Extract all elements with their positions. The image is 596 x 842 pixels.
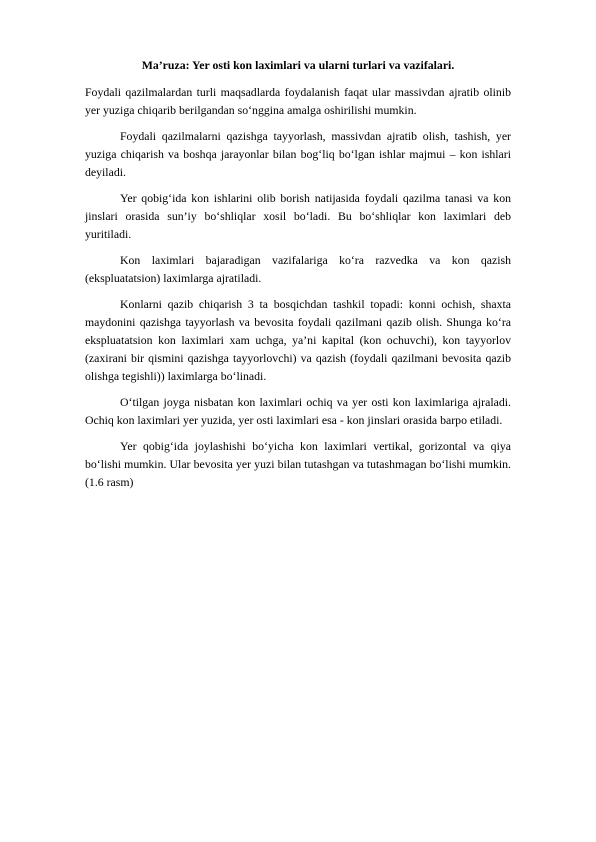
- paragraph-5: Konlarni qazib chiqarish 3 ta bosqichdan tashkil topadi: konni ochish, shaxta maydonini qazishga tayyorlash va bevosita foydali qazilmani qazib olish. Shunga ko‘ra ekspluatatsion kon laximlari xam uchga, ya’ni kapital (kon ochuvchi), kon tayyorlov (zaxirani bir qismini qazishga tayyorlovchi) va qazish (foydali qazilmani bevosita qazib olishga tegishli)) laximlarga bo‘linadi.: [85, 297, 511, 383]
- paragraph-4: Kon laximlari bajaradigan vazifalariga ko‘ra razvedka va kon qazish (ekspluatatsion) laximlarga ajratiladi.: [85, 253, 511, 285]
- paragraph-1: Foydali qazilmalardan turli maqsadlarda foydalanish faqat ular massivdan ajratib olinib yer yuziga chiqarib berilgandan so‘nggina amalga oshirilishi mumkin.: [85, 85, 511, 117]
- paragraph-2: Foydali qazilmalarni qazishga tayyorlash, massivdan ajratib olish, tashish, yer yuziga chiqarish va boshqa jarayonlar bilan bog‘liq bo‘lgan ishlar majmui – kon ishlari deyiladi.: [85, 129, 511, 179]
- document-title: Ma’ruza: Yer osti kon laximlari va ularni turlari va vazifalari.: [141, 58, 455, 72]
- paragraph-7: Yer qobig‘ida joylashishi bo‘yicha kon laximlari vertikal, gorizontal va qiya bo‘lishi mumkin. Ular bevosita yer yuzi bilan tutashgan va tutashmagan bo‘lishi mumkin. (1.6 rasm): [85, 439, 511, 489]
- paragraph-3: Yer qobig‘ida kon ishlarini olib borish natijasida foydali qazilma tanasi va kon jinslari orasida sun’iy bo‘shliqlar xosil bo‘ladi. Bu bo‘shliqlar kon laximlari deb yuritiladi.: [85, 191, 511, 241]
- document-body: [85, 56, 511, 499]
- paragraph-6: O‘tilgan joyga nisbatan kon laximlari ochiq va yer osti kon laximlariga ajraladi. Ochiq kon laximlari yer yuzida, yer osti laximlari esa - kon jinslari orasida barpo etiladi.: [85, 395, 511, 427]
